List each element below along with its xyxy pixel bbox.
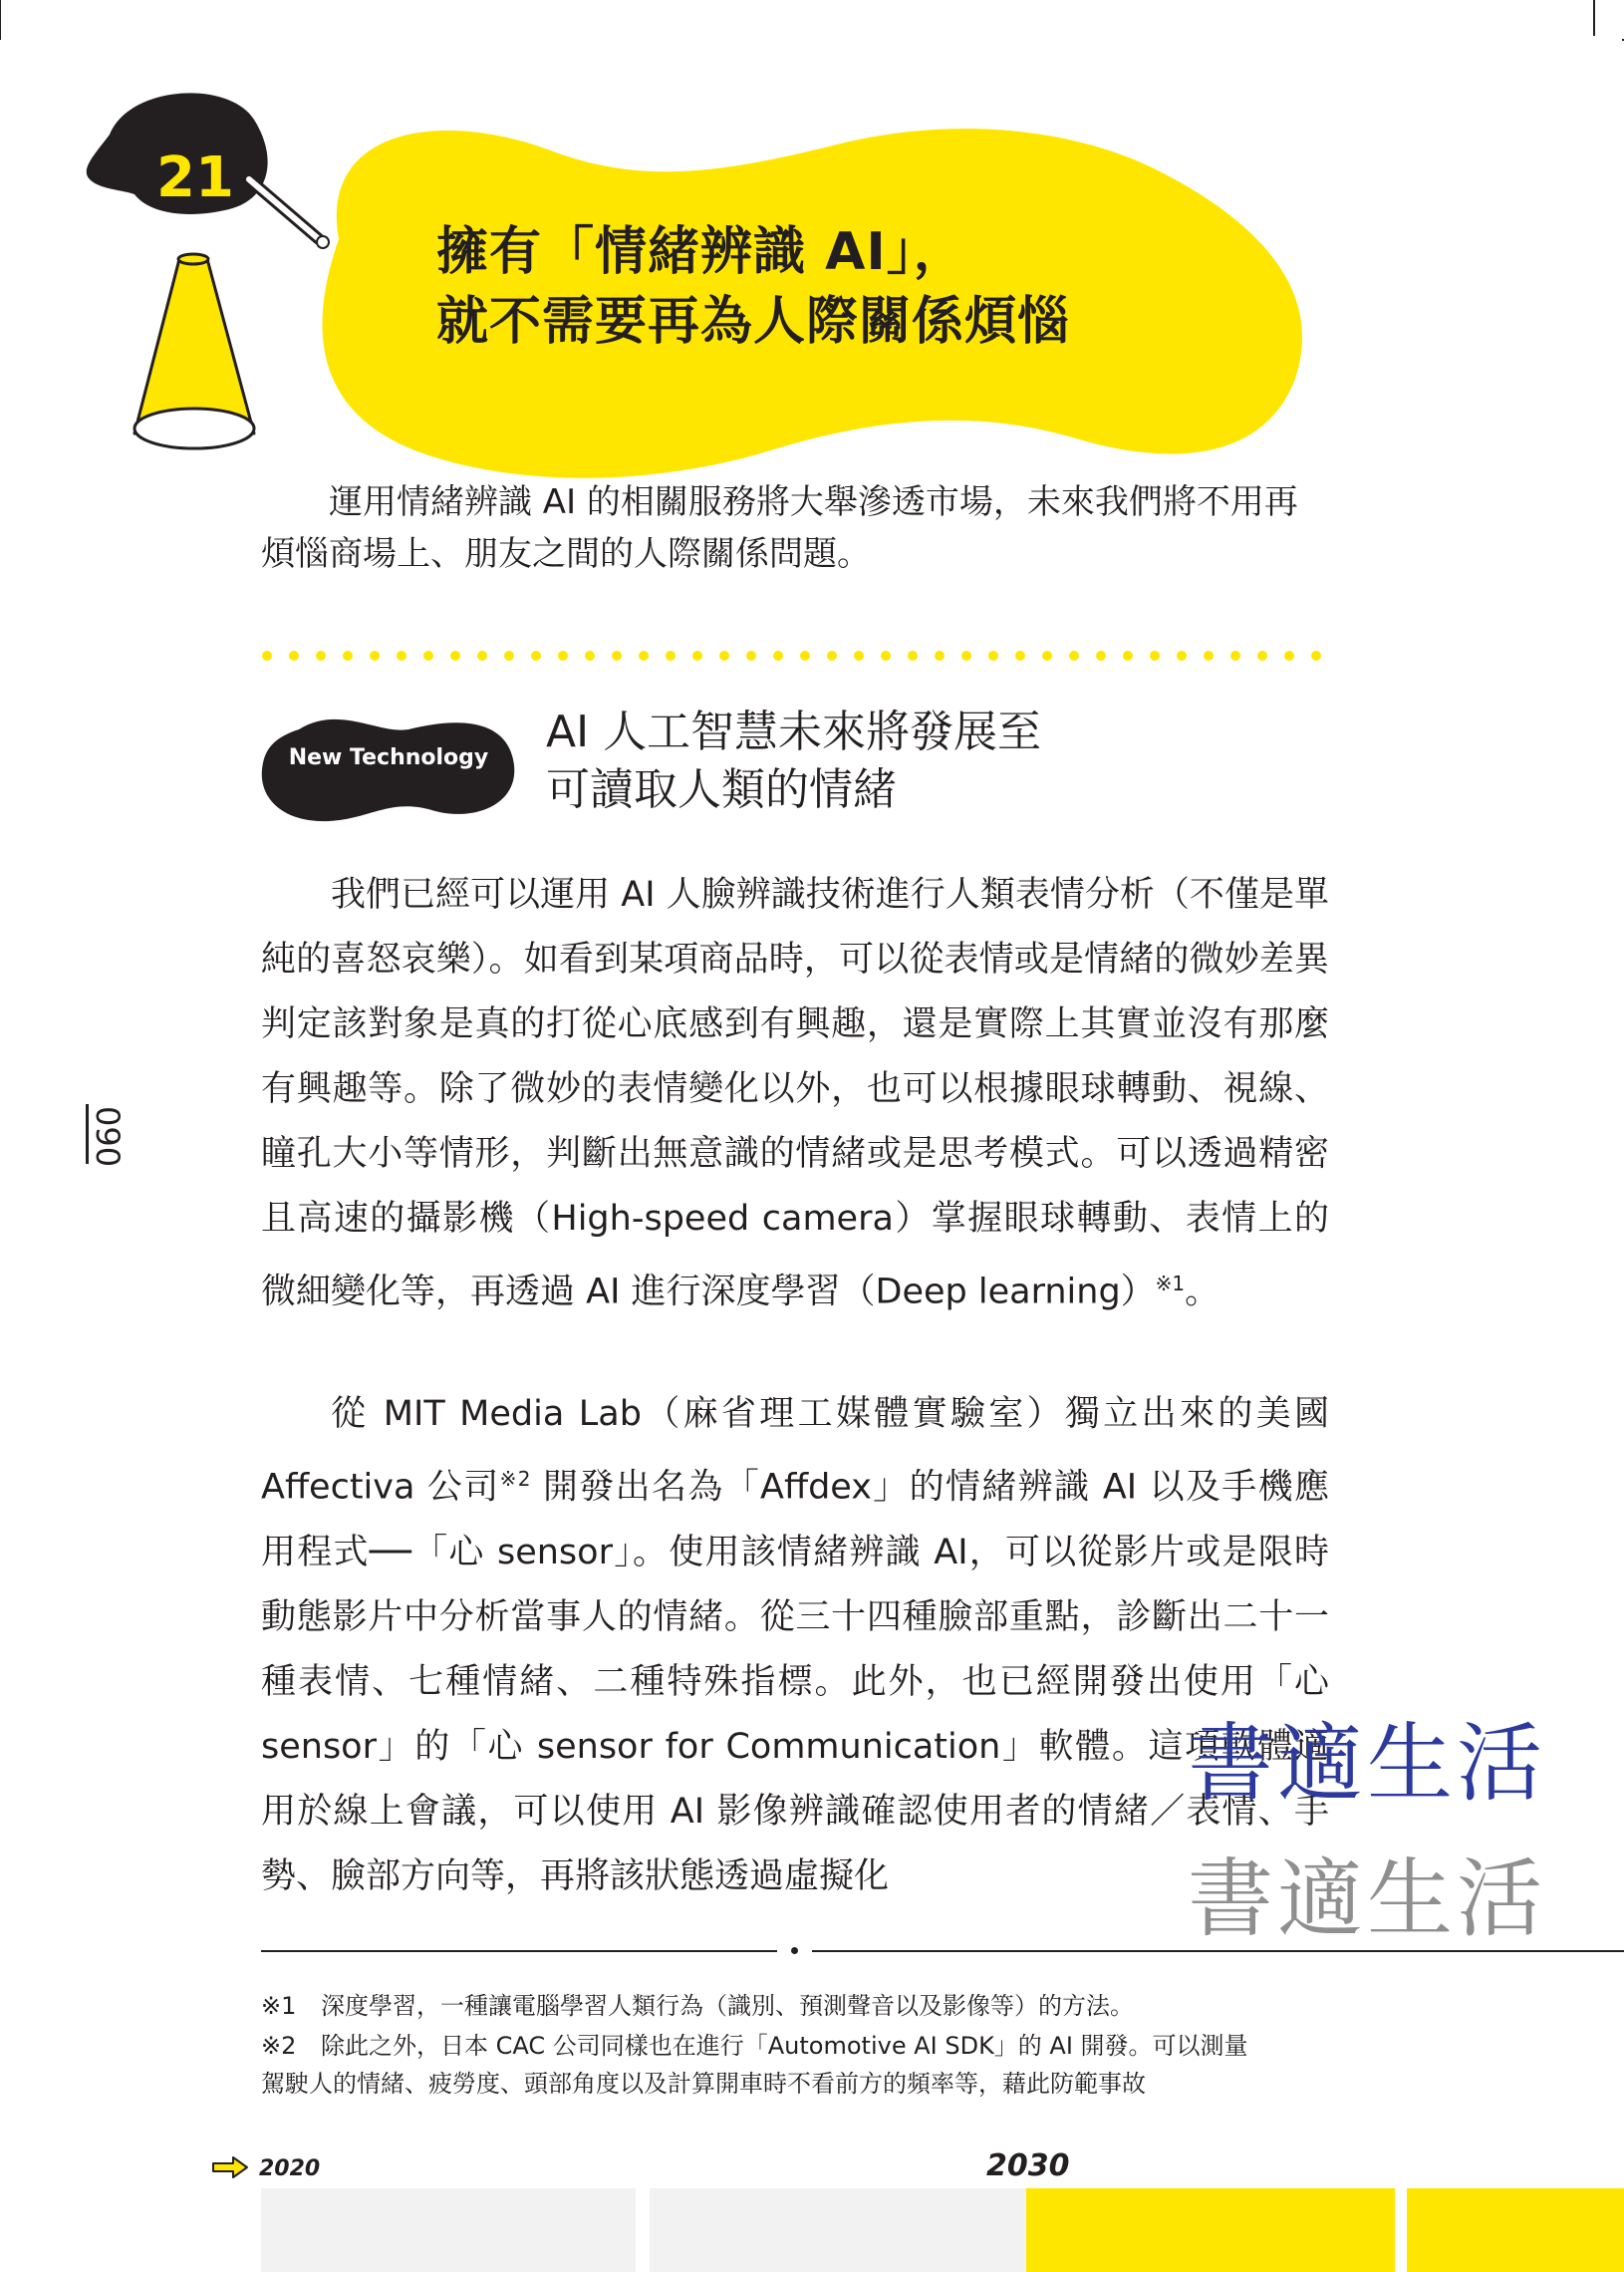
divider-dot <box>1123 651 1133 661</box>
footnote-rule-dot <box>791 1947 798 1954</box>
dotted-divider <box>261 646 1337 666</box>
divider-dot <box>1096 651 1106 661</box>
body-paragraph-2 <box>261 1382 1329 1909</box>
timeline-year-start: 2020 <box>259 2156 321 2181</box>
divider-dot <box>316 651 326 661</box>
footnote-2-line1: 除此之外，日本 CAC 公司同樣也在進行「Automotive AI SDK」的 AI 開發。可以測量 <box>321 2032 1248 2060</box>
timeline-tab-2 <box>650 2188 1026 2272</box>
new-technology-label: New Technology <box>288 745 489 770</box>
divider-dot <box>881 651 891 661</box>
footnote-1-text: 深度學習，一種讓電腦學習人類行為（識別、預測聲音以及影像等）的方法。 <box>321 1992 1134 2020</box>
divider-dot <box>343 651 353 661</box>
divider-dot <box>827 651 837 661</box>
footnote-1-mark: ※1 <box>261 1992 297 2020</box>
divider-dot <box>854 651 864 661</box>
divider-dot <box>961 651 971 661</box>
divider-dot <box>719 651 729 661</box>
body-paragraph-1 <box>261 863 1329 1325</box>
page-title-line2: 就不需要再為人際關係煩惱 <box>436 292 1071 352</box>
divider-dot <box>692 651 702 661</box>
footnote-ref-1: ※1 <box>1155 1272 1186 1295</box>
divider-dot <box>1069 651 1079 661</box>
footnote-2-mark: ※2 <box>261 2032 297 2060</box>
divider-dot <box>746 651 756 661</box>
divider-dot <box>800 651 810 661</box>
footnote-2 <box>261 2027 1337 2065</box>
divider-dot <box>477 651 487 661</box>
divider-dot <box>639 651 649 661</box>
watermark-blue: 書適生活 <box>1188 1714 1546 1814</box>
lead-paragraph: 運用情緒辨識 AI 的相關服務將大舉滲透市場，未來我們將不用再煩惱商場上、朋友之間的人際關係問題。 <box>261 482 1298 574</box>
body-paragraph-1-end: 。 <box>1185 1272 1220 1312</box>
divider-dot <box>1177 651 1187 661</box>
divider-dot <box>450 651 460 661</box>
divider-dot <box>773 651 783 661</box>
divider-dot <box>1230 651 1240 661</box>
footnote-ref-2: ※2 <box>499 1467 531 1491</box>
divider-dot <box>585 651 595 661</box>
divider-dot <box>908 651 918 661</box>
divider-dot <box>1150 651 1160 661</box>
section-heading-line2: 可讀取人類的情緒 <box>546 764 897 815</box>
divider-dot <box>988 651 998 661</box>
divider-dot <box>1284 651 1294 661</box>
divider-dot <box>423 651 433 661</box>
page-title <box>436 217 1070 357</box>
footnote-1 <box>261 1987 1337 2025</box>
divider-dot <box>262 651 272 661</box>
watermark-gray: 書適生活 <box>1188 1849 1546 1949</box>
divider-dot <box>1204 651 1214 661</box>
divider-dot <box>531 651 541 661</box>
divider-dot <box>370 651 380 661</box>
body-paragraph-2-text-b: 開發出名為「Affdex」的情緒辨識 AI 以及手機應用程式──「心 sensor」。使用該情緒辨識 AI，可以從影片或是限時動態影片中分析當事人的情緒。從三十四種臉部重點，診斷出二十一種表情、七種情緒、二種特殊指標。此外，也已經開發出使用「心 sensor」的「心 sensor for Communication」軟體。這項軟體適用於線上會議，可以使用 AI 影像辨識確認使用者的情緒／表情、手勢、臉部方向等，再將該狀態透過虛擬化 <box>261 1467 1329 1896</box>
timeline-tab-1 <box>261 2188 636 2272</box>
divider-dot <box>558 651 568 661</box>
divider-dot <box>1042 651 1052 661</box>
page-number: 090 <box>89 1106 127 1168</box>
footnote-2-continued: 駕駛人的情緒、疲勞度、頭部角度以及計算開車時不看前方的頻率等，藉此防範事故 <box>261 2070 1146 2098</box>
arrow-right-icon <box>211 2154 251 2180</box>
divider-dot <box>1311 651 1321 661</box>
divider-dot <box>289 651 299 661</box>
footnote-rule-left <box>261 1950 777 1952</box>
divider-dot <box>1257 651 1267 661</box>
section-heading <box>546 704 1041 819</box>
timeline-tab-3 <box>1026 2188 1395 2272</box>
section-number-badge: 21 <box>156 145 234 210</box>
page-title-line1: 擁有「情緒辨識 AI」， <box>436 222 966 282</box>
divider-dot <box>1015 651 1025 661</box>
section-heading-line1: AI 人工智慧未來將發展至 <box>546 707 1042 757</box>
timeline-tab-4 <box>1407 2188 1624 2272</box>
body-paragraph-2-text-a: 從 MIT Media Lab（麻省理工媒體實驗室）獨立出來的美國 Affectiva 公司 <box>261 1394 1329 1508</box>
body-paragraph-1-text: 我們已經可以運用 AI 人臉辨識技術進行人類表情分析（不僅是單純的喜怒哀樂）。如看到某項商品時，可以從表情或是情緒的微妙差異判定該對象是真的打從心底感到有興趣，還是實際上其實並沒有那麼有興趣等。除了微妙的表情變化以外，也可以根據眼球轉動、視線、瞳孔大小等情形，判斷出無意識的情緒或是思考模式。可以透過精密且高速的攝影機（High-speed camera）掌握眼球轉動、表情上的微細變化等，再透過 AI 進行深度學習（Deep learning） <box>261 875 1329 1312</box>
divider-dot <box>612 651 622 661</box>
divider-dot <box>666 651 676 661</box>
divider-dot <box>935 651 945 661</box>
timeline-year-end: 2030 <box>986 2148 1070 2183</box>
divider-dot <box>504 651 514 661</box>
divider-dot <box>397 651 406 661</box>
